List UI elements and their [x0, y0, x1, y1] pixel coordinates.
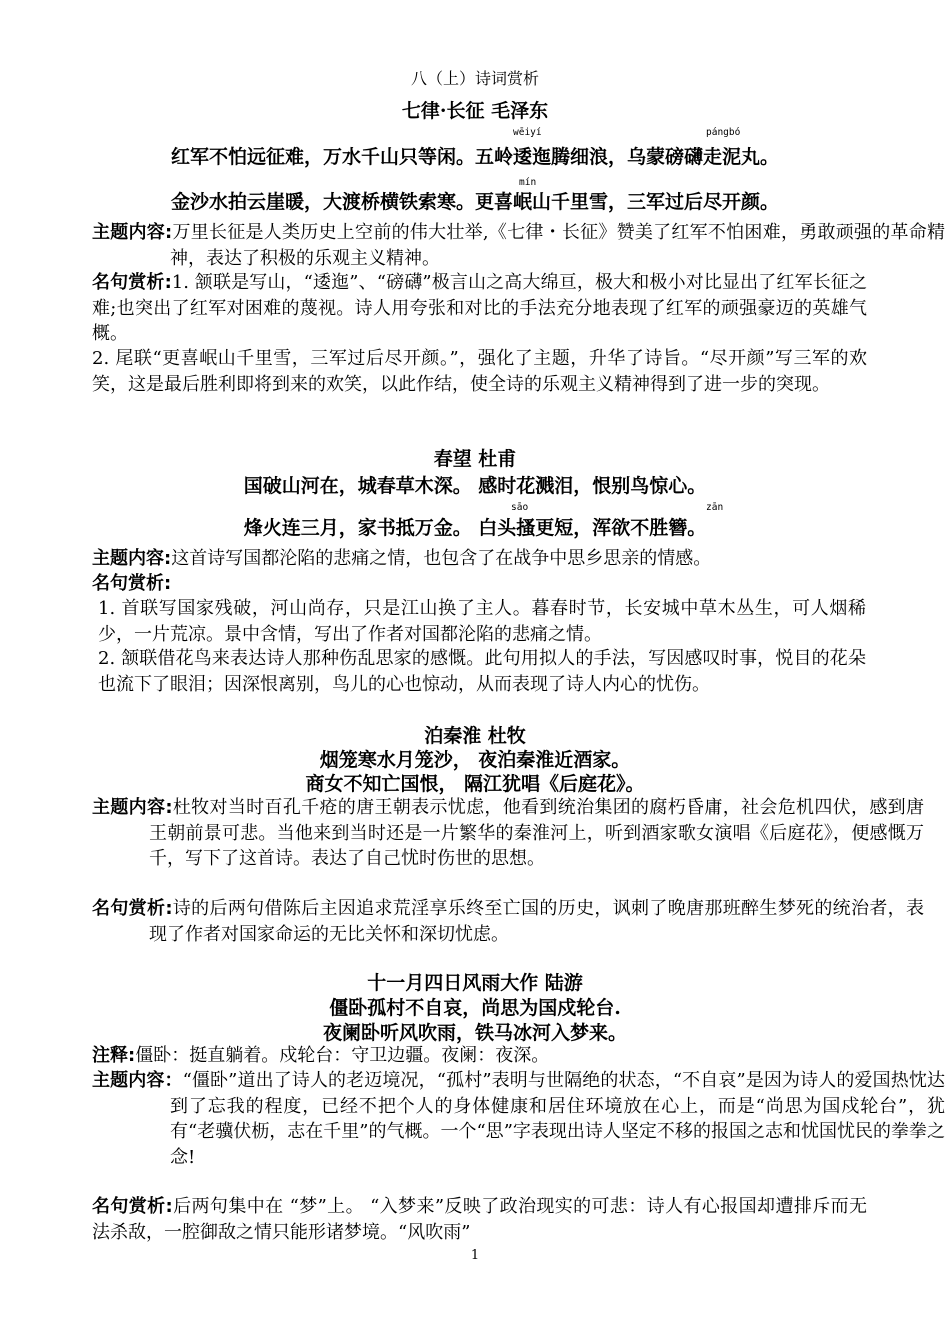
poem-verse: 烽火连三月，家书抵万金。 白头搔更短，浑欲不胜簪。: [243, 517, 707, 539]
pinyin-annotation: mín: [519, 177, 537, 188]
poem-verse: 国破山河在，城春草木深。 感时花溅泪，恨别鸟惊心。: [243, 475, 707, 497]
poem-title-changzheng: 七律·长征 毛泽东: [401, 100, 549, 122]
pinyin-annotation: zān: [706, 502, 724, 513]
theme-label: 主题内容:: [92, 548, 172, 569]
famous-lines-paragraph: [92, 1194, 867, 1245]
theme-paragraph: [92, 1068, 945, 1170]
notes-text: 僵卧：挺直躺着。戍轮台：守卫边疆。夜阑：夜深。: [135, 1045, 550, 1066]
famous-lines-label: 名句赏析:: [92, 1196, 173, 1217]
famous-lines-text: 诗的后两句借陈后主因追求荒淫享乐终至亡国的历史，讽刺了晚唐那班醉生梦死的统治者，表现了作者对国家命运的无比关怀和深切忧虑。: [149, 898, 924, 945]
pinyin-annotation: pángbó: [706, 127, 741, 138]
theme-paragraph: [92, 795, 924, 872]
poem-title-boqinhuai: 泊秦淮 杜牧: [424, 725, 526, 747]
theme-paragraph: [92, 220, 945, 271]
page-number: 1: [470, 1248, 480, 1263]
famous-lines-text: 后两句集中在 “梦”上。 “入梦来”反映了政治现实的可悲：诗人有心报国却遭排斥而无法杀敌，一腔御敌之情只能形诸梦境。“风吹雨”: [92, 1196, 868, 1243]
famous-lines-text: 1. 颔联是写山，“逶迤”、“磅礴”极言山之高大绵亘，极大和极小对比显出了红军长征之难;也突出了红军对困难的蔑视。诗人用夸张和对比的手法充分地表现了红军的顽强豪迈的英雄气概。: [92, 272, 867, 344]
document-title: 八（上）诗词赏析: [410, 69, 539, 88]
famous-lines-paragraph: 1. 首联写国家残破，河山尚存，只是江山换了主人。暮春时节，长安城中草木丛生，可人烟稀少，一片荒凉。景中含情，写出了作者对国都沦陷的悲痛之情。: [98, 598, 866, 645]
pinyin-annotation: wēiyí: [513, 127, 542, 138]
theme-text: 杜牧对当时百孔千疮的唐王朝表示忧虑，他看到统治集团的腐朽昏庸，社会危机四伏，感到唐王朝前景可悲。当他来到当时还是一片繁华的秦淮河上，听到酒家歌女演唱《后庭花》，便感慨万千，写下了这首诗。表达了自己忧时伤世的思想。: [149, 797, 924, 869]
famous-lines-label: 名句赏析:: [92, 573, 172, 594]
poem-verse: 烟笼寒水月笼沙， 夜泊秦淮近酒家。: [319, 749, 631, 771]
famous-lines-paragraph: 2. 尾联“更喜岷山千里雪，三军过后尽开颜。”，强化了主题，升华了诗旨。“尽开颜”写三军的欢笑，这是最后胜利即将到来的欢笑，以此作结，使全诗的乐观主义精神得到了进一步的突现。: [92, 348, 867, 395]
famous-lines-label: 名句赏析:: [92, 272, 172, 293]
poem-title-fengyu: 十一月四日风雨大作 陆游: [367, 972, 583, 994]
famous-lines-label: 名句赏析:: [92, 898, 173, 919]
theme-paragraph: [92, 546, 867, 572]
famous-lines-paragraph: 2. 颔联借花鸟来表达诗人那种伤乱思家的感慨。此句用拟人的手法，写因感叹时事，悦目的花朵也流下了眼泪；因深恨离别，鸟儿的心也惊动，从而表现了诗人内心的忧伤。: [98, 648, 866, 695]
poem-verse: 商女不知亡国恨， 隔江犹唱《后庭花》。: [305, 773, 645, 795]
theme-label: 主题内容:: [92, 797, 173, 818]
poem-verse: 夜阑卧听风吹雨，铁马冰河入梦来。: [322, 1022, 627, 1044]
theme-text: 万里长征是人类历史上空前的伟大壮举,《七律・长征》赞美了红军不怕困难，勇敢顽强的革命精神，表达了积极的乐观主义精神。: [170, 222, 946, 269]
poem-verse: 红军不怕远征难，万水千山只等闲。五岭逶迤腾细浪，乌蒙磅礴走泥丸。: [170, 146, 779, 168]
poem-verse: 僵卧孤村不自哀，尚思为国戍轮台.: [329, 997, 621, 1019]
pinyin-annotation: sāo: [511, 502, 529, 513]
notes-label: 注释:: [92, 1045, 136, 1066]
theme-label: 主题内容:: [92, 222, 173, 243]
famous-lines-heading: [92, 571, 867, 597]
famous-lines-paragraph: [92, 270, 867, 347]
theme-text: 这首诗写国都沦陷的悲痛之情，也包含了在战争中思乡思亲的情感。: [171, 548, 712, 569]
poem-verse: 金沙水拍云崖暖，大渡桥横铁索寒。更喜岷山千里雪，三军过后尽开颜。: [170, 191, 779, 213]
famous-lines-paragraph: [92, 896, 924, 947]
notes-paragraph: [92, 1043, 867, 1069]
theme-label: 主题内容：: [92, 1070, 183, 1091]
poem-title-chunwang: 春望 杜甫: [433, 448, 517, 470]
theme-text: “僵卧”道出了诗人的老迈境况，“孤村”表明与世隔绝的状态，“不自哀”是因为诗人的爱国热忱达到了忘我的程度，已经不把个人的身体健康和居住环境放在心上，而是“尚思为国戍轮台”，犹有“老骥伏枥，志在千里”的气概。一个“思”字表现出诗人坚定不移的报国之志和忧国忧民的拳拳之念!: [170, 1070, 945, 1168]
